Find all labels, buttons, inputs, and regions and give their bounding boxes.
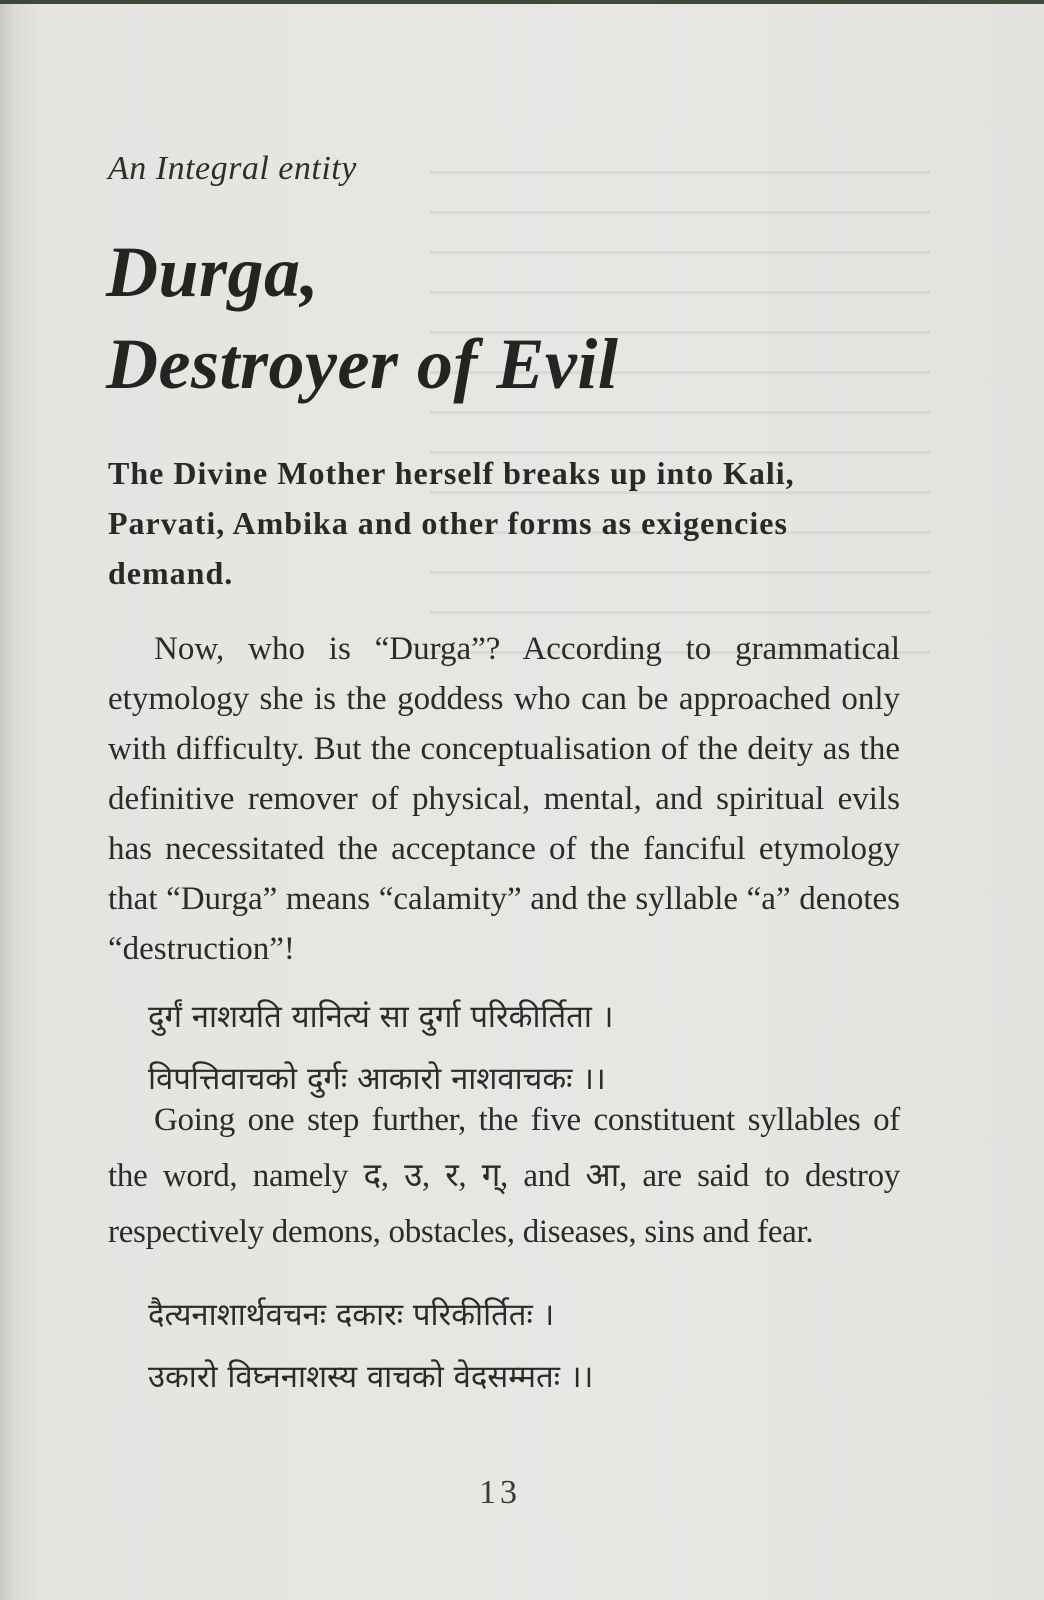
page-title-line-1: Durga, bbox=[106, 232, 320, 312]
body-paragraph-2: Going one step further, the five constituent syllables of the word, namely द, उ, र, ग्, and आ, are said to destroy respectively demons, obstacles, diseases, sins and fear. bbox=[108, 1102, 900, 1250]
verse-line: दैत्यनाशार्थवचनः दकारः परिकीर्तितः । bbox=[148, 1297, 555, 1333]
verse-line: विपत्तिवाचको दुर्गः आकारो नाशवाचकः ।। bbox=[148, 1061, 606, 1097]
page-number: 13 bbox=[479, 1474, 521, 1511]
body-paragraph-1: Now, who is “Durga”? According to grammatical etymology she is the goddess who can be approached only with difficulty. But the conceptualisation of the deity as the definitive remover of physical, mental, and spiritual evils has necessitated the acceptance of the fanciful etymology that “Durga” means “calamity” and the syllable “a” denotes “destruction”! bbox=[108, 631, 900, 967]
lede-paragraph: The Divine Mother herself breaks up into Kali, Parvati, Ambika and other forms as exigencies demand. bbox=[108, 455, 795, 591]
section-label: An Integral entity bbox=[108, 150, 357, 187]
page-title-line-2: Destroyer of Evil bbox=[106, 324, 619, 404]
verse-line: दुर्गं नाशयति यानित्यं सा दुर्गा परिकीर्तिता । bbox=[148, 999, 614, 1035]
page-title bbox=[106, 226, 618, 410]
verse-line: उकारो विघ्ननाशस्य वाचको वेदसम्मतः ।। bbox=[148, 1359, 594, 1395]
sanskrit-verse-2 bbox=[148, 1284, 593, 1408]
book-page bbox=[0, 4, 1044, 1600]
